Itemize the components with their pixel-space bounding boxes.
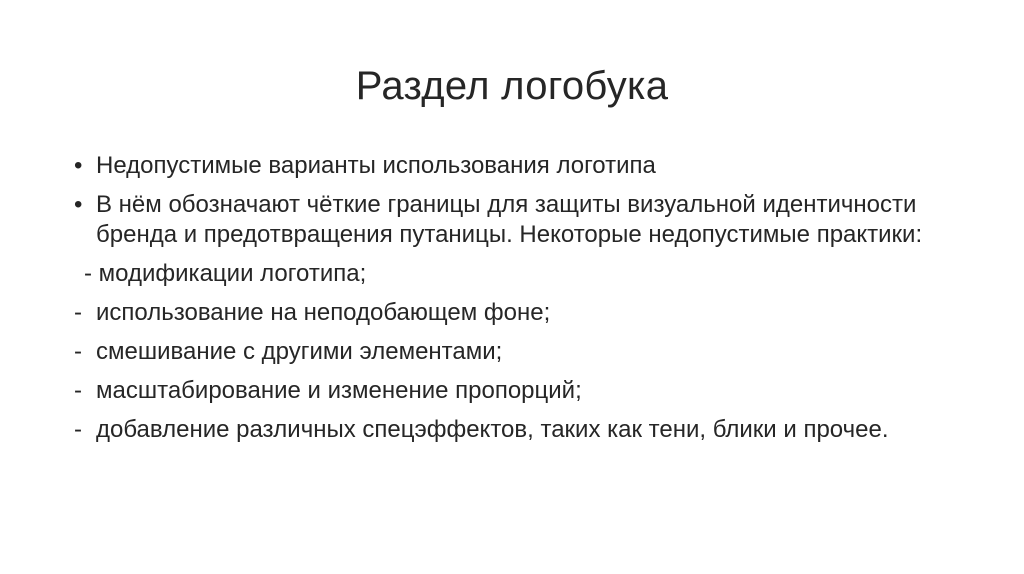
slide-title: Раздел логобука — [355, 64, 669, 108]
bullet-marker: • — [74, 152, 83, 179]
dash-marker: - — [74, 338, 82, 365]
bullet-item — [74, 151, 934, 181]
dash-item — [74, 337, 934, 367]
dash-marker: - — [74, 299, 82, 326]
dash-item — [74, 259, 934, 289]
dash-text: модификации логотипа; — [92, 260, 367, 287]
dash-item — [74, 298, 934, 328]
bullet-marker: • — [74, 191, 83, 218]
bullet-text: В нём обозначают чёткие границы для защиты визуальной идентичности бренда и предотвращения путаницы. Некоторые недопустимые практики: — [96, 191, 923, 248]
bullet-text: Недопустимые варианты использования логотипа — [96, 152, 656, 179]
bullet-item — [74, 190, 934, 250]
slide-body — [74, 151, 934, 454]
dash-item — [74, 376, 934, 406]
dash-text: масштабирование и изменение пропорций; — [96, 377, 582, 404]
dash-item — [74, 415, 934, 445]
dash-marker: - — [74, 416, 82, 443]
dash-marker: - — [74, 377, 82, 404]
dash-marker: - — [84, 260, 92, 287]
dash-text: добавление различных спецэффектов, таких как тени, блики и прочее. — [96, 416, 889, 443]
dash-text: смешивание с другими элементами; — [96, 338, 503, 365]
dash-text: использование на неподобающем фоне; — [96, 299, 551, 326]
